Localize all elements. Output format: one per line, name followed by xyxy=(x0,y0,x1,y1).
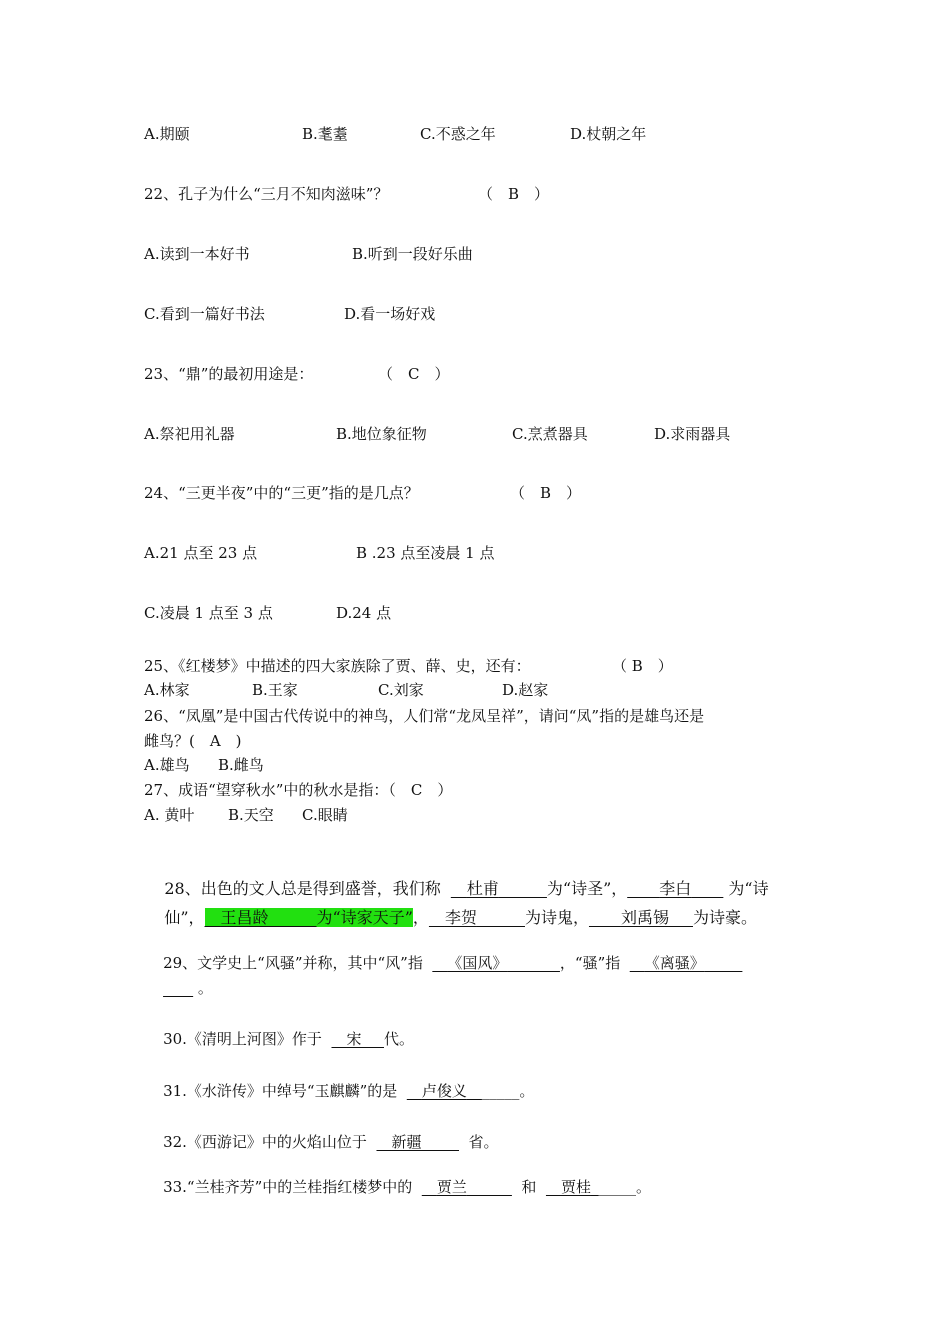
q28-text-6: ， xyxy=(412,908,429,927)
q32-text-2: 省。 xyxy=(468,1133,499,1151)
q27-question: 27、成语“望穿秋水”中的秋水是指：（ C ） xyxy=(144,781,453,799)
q33-text-1: 33.“兰桂齐芳”中的兰桂指红楼梦中的 xyxy=(163,1178,413,1196)
q29-text-1: 29、文学史上“风骚”并称，其中“风”指 xyxy=(163,954,423,972)
q31-text-2: 。 xyxy=(519,1082,535,1100)
q28-text-3: 为“诗 xyxy=(728,879,769,898)
q29-answer-guofeng: __《国风》_______ xyxy=(432,954,560,972)
q24-option-c: C.凌晨 1 点至 3 点 xyxy=(144,604,273,622)
q25-option-b: B.王家 xyxy=(252,681,298,699)
q30-answer-song: __宋___ xyxy=(331,1030,384,1048)
q29-text-3: 。 xyxy=(197,979,213,997)
q21-option-a: A.期颐 xyxy=(144,125,190,143)
q30-text-2: 代。 xyxy=(384,1030,415,1048)
q23-option-c: C.烹煮器具 xyxy=(512,425,588,443)
q28-answer-wangchangling: __王昌龄______ xyxy=(204,908,317,927)
q25-option-c: C.刘家 xyxy=(378,681,424,699)
q24-question: 24、“三更半夜”中的“三更”指的是几点？ xyxy=(144,484,419,502)
q29-line1 xyxy=(144,933,742,993)
q23-option-b: B.地位象征物 xyxy=(336,425,427,443)
q33-line: 33.“兰桂齐芳”中的兰桂指红楼梦中的 __贾兰______ 和 __贾桂______。 xyxy=(163,1178,651,1196)
q26-option-b: B.雌鸟 xyxy=(218,756,264,774)
q25-question: 25、《红楼梦》中描述的四大家族除了贾、薛、史，还有： xyxy=(144,657,531,675)
q29-answer-lisao: __《离骚》_____ xyxy=(629,954,743,972)
q31-answer-lujunyi: __卢俊义__ xyxy=(406,1082,482,1100)
q28-text-8: 为诗豪。 xyxy=(692,908,757,927)
q22-option-d: D.看一场好戏 xyxy=(344,305,436,323)
q28-text-7: 为诗鬼， xyxy=(524,908,589,927)
q22-option-b: B.听到一段好乐曲 xyxy=(352,245,473,263)
q27-option-b: B.天空 xyxy=(228,806,274,824)
q31-line: 31.《水浒传》中绰号“玉麒麟”的是 __卢俊义_______。 xyxy=(163,1082,535,1100)
q23-option-a: A.祭祀用礼器 xyxy=(144,425,235,443)
q28-answer-liuyuxi: ____刘禹锡___ xyxy=(588,908,693,927)
q24-option-a: A.21 点至 23 点 xyxy=(144,544,258,562)
q22-question: 22、孔子为什么“三月不知肉滋味”？ xyxy=(144,185,389,203)
q30-text-1: 30.《清明上河图》作于 xyxy=(163,1030,322,1048)
q24-answer: （ B ） xyxy=(510,484,582,502)
q28-answer-lihe: __李贺______ xyxy=(428,908,525,927)
q28-text-1: 28、出色的文人总是得到盛誉，我们称 xyxy=(164,879,441,898)
q21-option-b: B.耄耋 xyxy=(302,125,348,143)
q26-question-line1: 26、“凤凰”是中国古代传说中的神鸟，人们常“龙凤呈祥”，请问“凤”指的是雄鸟还是 xyxy=(144,707,705,725)
q33-text-3: 。 xyxy=(635,1178,651,1196)
q30-line xyxy=(144,1009,414,1069)
q26-question-line2: 雌鸟？( A ) xyxy=(144,732,242,750)
q23-answer: （ C ） xyxy=(378,365,450,383)
q32-text-1: 32.《西游记》中的火焰山位于 xyxy=(163,1133,367,1151)
q28-highlight xyxy=(205,908,413,927)
q33-answer-jialan: __贾兰______ xyxy=(421,1178,512,1196)
q28-text-2: 为“诗圣”， xyxy=(546,879,628,898)
q21-option-c: C.不惑之年 xyxy=(420,125,496,143)
q25-option-a: A.林家 xyxy=(144,681,190,699)
q26-option-a: A.雄鸟 xyxy=(144,756,190,774)
q21-option-d: D.杖朝之年 xyxy=(570,125,647,143)
q28-answer-dufu: __杜甫______ xyxy=(450,879,547,898)
q22-answer: （ B ） xyxy=(478,185,550,203)
q33-answer-jiagui: __贾桂_ xyxy=(545,1178,599,1196)
q23-question: 23、“鼎”的最初用途是： xyxy=(144,365,314,383)
q22-option-c: C.看到一篇好书法 xyxy=(144,305,265,323)
q31-text-1: 31.《水浒传》中绰号“玉麒麟”的是 xyxy=(163,1082,398,1100)
q24-option-d: D.24 点 xyxy=(336,604,392,622)
q22-option-a: A.读到一本好书 xyxy=(144,245,250,263)
q23-option-d: D.求雨器具 xyxy=(654,425,731,443)
q25-answer: （ B ） xyxy=(612,657,673,675)
q29-line2: ____ 。 xyxy=(163,979,213,997)
q28-text-5: 为“诗家天子” xyxy=(316,908,413,927)
q25-option-d: D.赵家 xyxy=(502,681,549,699)
q29-text-2: ，“骚”指 xyxy=(559,954,621,972)
q27-option-a: A. 黄叶 xyxy=(144,806,195,824)
q28-answer-libai: ____李白____ xyxy=(627,879,724,898)
q33-text-2: 和 xyxy=(521,1178,537,1196)
q32-answer-xinjiang: __新疆_____ xyxy=(376,1133,459,1151)
q27-option-c: C.眼睛 xyxy=(302,806,348,824)
q28-text-4: 仙”， xyxy=(164,908,205,927)
q24-option-b: B .23 点至凌晨 1 点 xyxy=(356,544,495,562)
